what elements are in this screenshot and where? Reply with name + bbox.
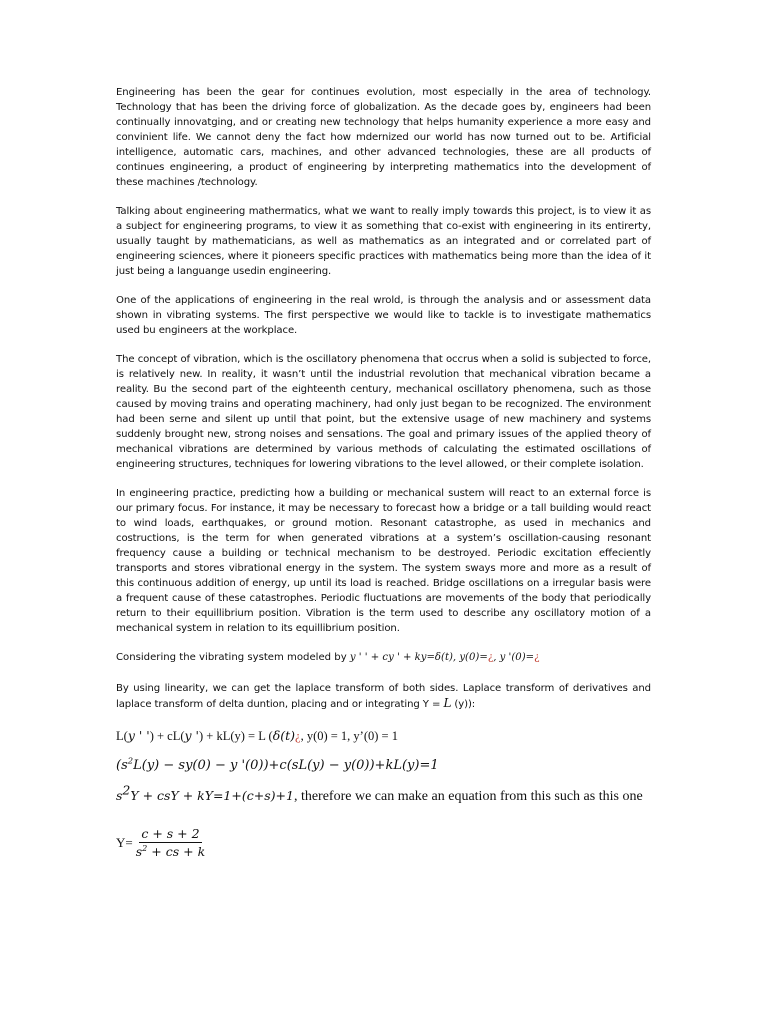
paragraph-2: Talking about engineering mathermatics, what we want to really imply towards this project, is to view it as a subject for engineering programs, to view it as something that co-exist with engineering in its entirerty, usually taught by mathematicians, as well as mathematics as an integrated and or correlated part of engineering sciences, where it pioneers specific practices with mathematics being more than the idea of it just being a languange usedin engineering. (116, 206, 651, 277)
laplace-equation-3: $s^2Y$ + csY + kY=1+(c+s)+1, therefore we can make an equation from this such as this one (116, 782, 643, 804)
considering-text: Considering the vibrating system modeled by (116, 652, 350, 663)
fraction-numerator: c + s + 2 (141, 826, 200, 841)
final-equation: Y= $\frac{c + s + 2}{s^2 + cs + k}$ (116, 826, 206, 859)
paragraph-1: Engineering has been the gear for continues evolution, most especially in the area of technology. Technology that has been the driving force of globalization. As the decade goes by, engineers had been continually innovatging, and or creating new technology that helps humanity experience a more easy and convinient life. We cannot deny the fact how mdernized our world has now turned out to be. Artificial intelligence, automatic cars, machines, and other advanced technologies, these are all products of continues engineering, a product of engineering by interpreting mathematics into the development of these machines /technology. (116, 87, 651, 188)
linearity-paragraph: By using linearity, we can get the laplace transform of both sides. Laplace transform of derivatives and laplace transform of delta duntion, placing and or integrating Y = L (y)): (116, 683, 651, 710)
document-page (116, 85, 651, 859)
ode-equation: y ' ' + cy ' + ky=δ(t), y(0)=¿, y '(0)=¿ (349, 652, 540, 663)
considering-line (116, 650, 651, 665)
laplace-equation-2: ($s^2L(y) - sy(0) - y$ '(0))+c(sL(y) − y(0))+kL(y)=1 (116, 755, 439, 773)
paragraph-5: In engineering practice, predicting how a building or mechanical sustem will react to an external force is our primary focus. For instance, it may be necessary to forecast how a bridge or a tall building would react to wind loads, earthquakes, or ground motion. Resonant catastrophe, as used in mechanics and costructions, is the term for when generated vibrations at a system’s oscillation-causing resonant frequency cause a building or technical mechanism to be destroyed. Periodic excitation effeciently transports and stores vibrational energy in the system. The system sways more and more as a result of this continuous addition of energy, up until its load is reached. Bridge oscillations on a irregular basis were a frequent cause of these catastrophes. Periodic fluctuations are movements of the body that periodically return to their equillibrium position. Vibration is the term used to describe any oscillatory motion of a mechanical system in relation to its equillibrium position. (116, 488, 651, 634)
fraction-denominator: $s^2$ + cs + k (135, 842, 206, 859)
paragraph-3: One of the applications of engineering in the real wrold, is through the analysis and or assessment data shown in vibrating systems. The first perspective we would like to tackle is to investigate mathematics used bu engineers at the workplace. (116, 295, 651, 336)
fraction (134, 826, 207, 859)
laplace-equation-1: L(y ' ') + cL(y ') + kL(y) = L (δ(t)¿, y(0) = 1, y’(0) = 1 (116, 728, 398, 743)
paragraph-4: The concept of vibration, which is the oscillatory phenomena that occrus when a solid is subjected to force, is relatively new. In reality, it wasn’t until the industrial revolution that mechanical vibration became a reality. Bu the second part of the eighteenth century, mechanical oscillatory phenomena, such as those caused by moving trains and operating machinery, had only just began to be recognized. The environment had been serne and silent up until that point, but the extensive usage of new machinery and systems suddenly brought new, strong noises and sensations. The goal and primary issues of the applied theory of mechanical vibrations are determined by various methods of calculating the estimated oscillations of engineering structures, techniques for lowering vibrations to the level allowed, or their complete isolation. (116, 354, 651, 470)
